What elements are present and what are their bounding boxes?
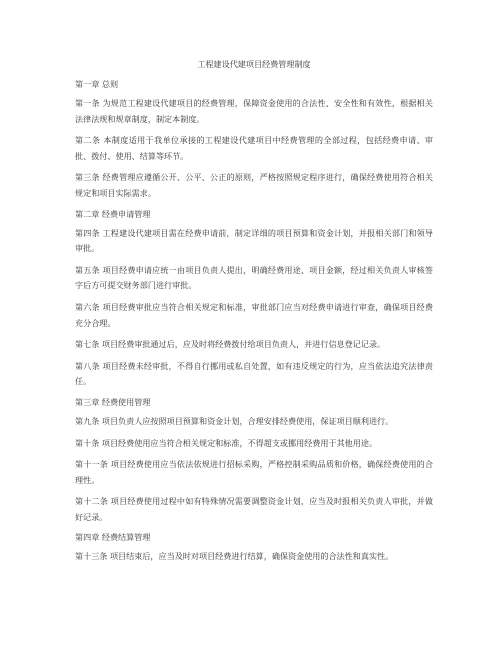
chapter-4-heading: 第四章 经费结算管理 — [75, 532, 151, 543]
article-8: 第八条 项目经费未经审批，不得自行挪用或私自处置，如有违反规定的行为，应当依法追究法律责任。 — [75, 360, 433, 387]
chapter-1-heading: 第一章 总则 — [75, 79, 119, 89]
article-1: 第一条 为规范工程建设代建项目的经费管理，保障资金使用的合法性、安全性和有效性，根据相关法律法规和规章制度，制定本制度。 — [75, 98, 433, 124]
chapter-3-heading: 第三章 经费使用管理 — [75, 396, 151, 407]
document-title: 工程建设代建项目经费管理制度 — [197, 59, 311, 69]
article-9: 第九条 项目负责人应按照项目预算和资金计划，合理安排经费使用，保证项目顺利进行。 — [75, 415, 394, 426]
article-12: 第十二条 项目经费使用过程中如有特殊情况需要调整资金计划，应当及时报相关负责人审批，并做好记录。 — [75, 496, 433, 522]
article-10: 第十条 项目经费使用应当符合相关规定和标准，不得超支或挪用经费用于其他用途。 — [75, 437, 378, 448]
article-11: 第十一条 项目经费使用应当依法依规进行招标采购，严格控制采购品质和价格，确保经费使用的合理性。 — [75, 459, 433, 485]
article-3: 第三条 经费管理应遵循公开、公平、公正的原则，严格按照规定程序进行，确保经费使用符合相关规定和项目实际需求。 — [75, 172, 433, 198]
document-body — [75, 58, 433, 571]
article-4: 第四条 工程建设代建项目需在经费申请前，制定详细的项目预算和资金计划，并报相关部门和领导审批。 — [75, 227, 433, 254]
article-7: 第七条 项目经费审批通过后，应及时将经费拨付给项目负责人，并进行信息登记记录。 — [75, 339, 386, 350]
article-5: 第五条 项目经费申请应统一由项目负责人提出，明确经费用途、项目金额，经过相关负责人审核签字后方可提交财务部门进行审批。 — [75, 264, 433, 291]
chapter-2-heading: 第二章 经费申请管理 — [75, 208, 151, 219]
article-13: 第十三条 项目结束后，应当及时对项目经费进行结算，确保资金使用的合法性和真实性。 — [75, 551, 394, 562]
article-2: 第二条 本制度适用于我单位承接的工程建设代建项目中经费管理的全部过程，包括经费申请、审批、拨付、使用、结算等环节。 — [75, 135, 433, 161]
article-6: 第六条 项目经费审批应当符合相关规定和标准，审批部门应当对经费申请进行审查，确保项目经费充分合理。 — [75, 301, 433, 328]
